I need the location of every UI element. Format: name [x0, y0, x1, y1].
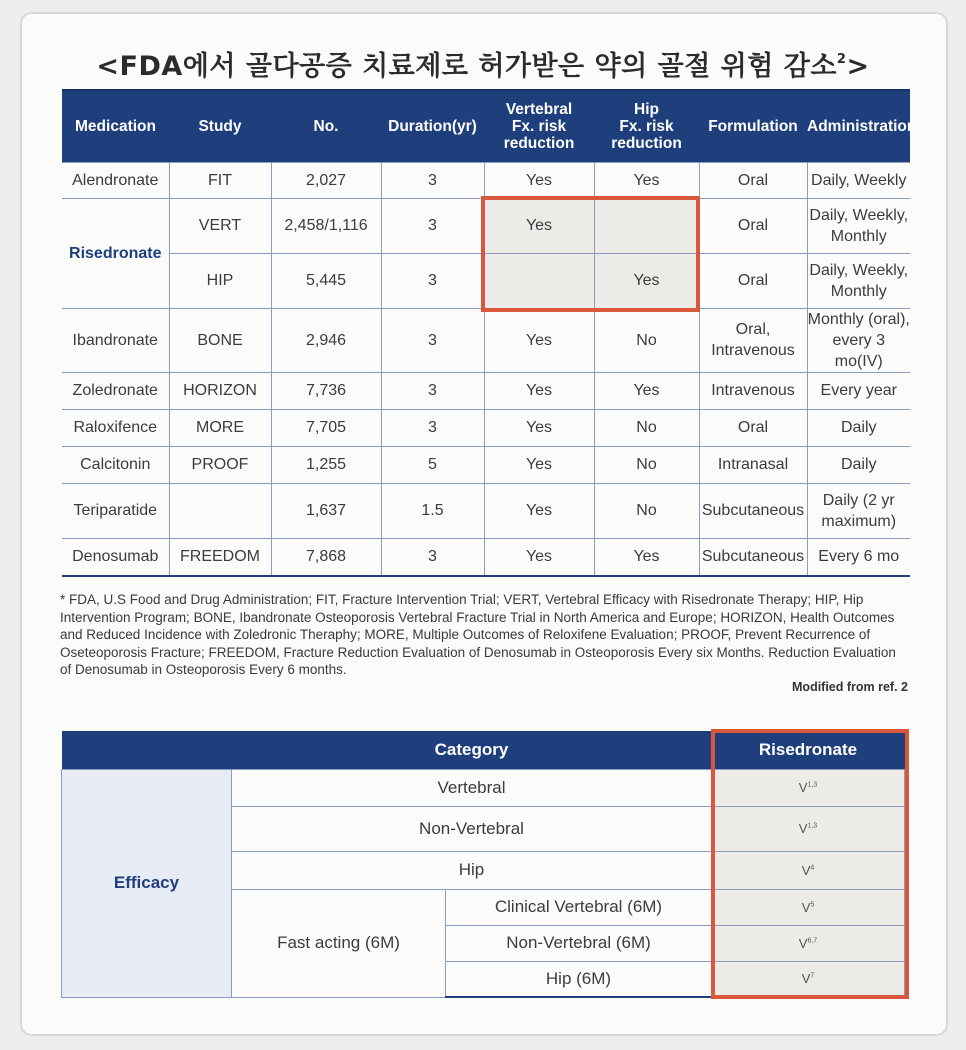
table-row: [62, 308, 910, 372]
check-cell: $V^7$: [712, 961, 905, 997]
cell-administration: Daily (2 yr maximum): [807, 483, 910, 538]
cell-duration: 3: [381, 409, 484, 446]
table-row: [62, 538, 910, 576]
cell-study: BONE: [169, 308, 271, 372]
category-label: Clinical Vertebral (6M): [446, 889, 712, 925]
cell-medication: Denosumab: [62, 538, 169, 576]
cell-vertebral: Yes: [484, 162, 594, 198]
cell-duration: 5: [381, 446, 484, 483]
cell-study: HORIZON: [169, 372, 271, 409]
cell-duration: 3: [381, 308, 484, 372]
col-formulation: Formulation: [699, 90, 807, 162]
cell-medication: Alendronate: [62, 162, 169, 198]
cell-formulation: Oral: [699, 253, 807, 308]
cell-duration: 1.5: [381, 483, 484, 538]
cell-duration: 3: [381, 538, 484, 576]
col-vertebral: Vertebral Fx. risk reduction: [484, 90, 594, 162]
cell-medication: Zoledronate: [62, 372, 169, 409]
page-title: <FDA에서 골다공증 치료제로 허가받은 약의 골절 위험 감소$^2$>: [96, 51, 870, 82]
cell-formulation: Subcutaneous: [699, 483, 807, 538]
cell-study: FREEDOM: [169, 538, 271, 576]
cell-medication-risedronate: Risedronate: [62, 198, 169, 308]
cell-formulation: Intravenous: [699, 372, 807, 409]
risedronate-highlight-box: [481, 196, 700, 312]
cell-hip: No: [594, 308, 699, 372]
fracture-risk-table: [62, 89, 917, 577]
cell-hip: Yes: [594, 253, 699, 308]
cell-vertebral: Yes: [484, 308, 594, 372]
cell-no: 1,255: [271, 446, 381, 483]
cell-hip: No: [594, 483, 699, 538]
table-row: [62, 409, 910, 446]
category-label: Non-Vertebral (6M): [446, 925, 712, 961]
cell-formulation: Oral: [699, 198, 807, 253]
cell-hip: No: [594, 446, 699, 483]
cell-duration: 3: [381, 162, 484, 198]
cell-medication: Raloxifence: [62, 409, 169, 446]
category-label: Hip: [232, 851, 712, 889]
col-study: Study: [169, 90, 271, 162]
cell-study: [169, 483, 271, 538]
cell-no: 5,445: [271, 253, 381, 308]
col-medication: Medication: [62, 90, 169, 162]
check-cell: V$^{1,3}$: [712, 769, 905, 806]
source-note: Modified from ref. 2: [792, 680, 908, 694]
cell-vertebral: Yes: [484, 409, 594, 446]
cell-no: 2,027: [271, 162, 381, 198]
cell-no: 7,705: [271, 409, 381, 446]
category-label: Hip (6M): [446, 961, 712, 997]
table-row: [62, 372, 910, 409]
cell-medication: Teriparatide: [62, 483, 169, 538]
cell-vertebral: Yes: [484, 198, 594, 253]
table-header-row: [62, 90, 910, 162]
check-cell: V$^{1,3}$: [712, 806, 905, 851]
col-hip: Hip Fx. risk reduction: [594, 90, 699, 162]
cell-administration: Daily: [807, 446, 910, 483]
cell-no: 7,736: [271, 372, 381, 409]
cell-no: 7,868: [271, 538, 381, 576]
cell-hip: Yes: [594, 162, 699, 198]
cell-study: PROOF: [169, 446, 271, 483]
cell-vertebral: Yes: [484, 446, 594, 483]
check-cell: $V^5$: [712, 889, 905, 925]
cell-administration: Daily, Weekly: [807, 162, 910, 198]
cell-administration: Daily, Weekly, Monthly: [807, 253, 910, 308]
cell-no: 1,637: [271, 483, 381, 538]
cell-no: 2,458/1,116: [271, 198, 381, 253]
cell-study: HIP: [169, 253, 271, 308]
cell-formulation: Oral: [699, 162, 807, 198]
table-row: [62, 446, 910, 483]
col-duration: Duration(yr): [381, 90, 484, 162]
risedronate-column-highlight: [711, 729, 909, 999]
check-cell: $V^4$: [712, 851, 905, 889]
table-row: [62, 483, 910, 538]
footnote: * FDA, U.S Food and Drug Administration; FIT, Fracture Intervention Trial; VERT, Vertebral Efficacy with Risedronate Therapy; HIP, Hip Intervention Program; BONE, Ibandronate Osteoporosis Vertebral Fracture Trial in North America and Europe; HORIZON, Health Outcomes and Reduced Incidence with Zoledronic Theraphy; MORE, Multiple Outcomes of Reloxifene Evaluation; PROOF, Prevent Recurrence of Oseteoporosis Fracture; FREEDOM, Fracture Reduction Evaluation of Denosumab in Osteoporosis Every six Months. Reduction Evaluation of Denosumab in Osteoporosis Every 6 months.: [60, 592, 896, 677]
cell-duration: 3: [381, 372, 484, 409]
cell-vertebral: Yes: [484, 538, 594, 576]
col-risedronate: Risedronate: [712, 731, 905, 769]
cell-hip: Yes: [594, 372, 699, 409]
cell-study: VERT: [169, 198, 271, 253]
check-cell: V$^{6,7}$: [712, 925, 905, 961]
cell-formulation: Subcutaneous: [699, 538, 807, 576]
cell-administration: Every year: [807, 372, 910, 409]
cell-administration: Daily, Weekly, Monthly: [807, 198, 910, 253]
table-row: [62, 162, 910, 198]
fast-acting-label: Fast acting (6M): [232, 889, 446, 997]
col-administration: Administration: [807, 90, 910, 162]
col-no: No.: [271, 90, 381, 162]
cell-formulation: Intranasal: [699, 446, 807, 483]
cell-no: 2,946: [271, 308, 381, 372]
cell-study: MORE: [169, 409, 271, 446]
col-category: Category: [232, 731, 712, 769]
cell-medication: Calcitonin: [62, 446, 169, 483]
cell-hip: No: [594, 409, 699, 446]
cell-vertebral: Yes: [484, 483, 594, 538]
cell-formulation: Oral, Intravenous: [699, 308, 807, 372]
cell-vertebral: Yes: [484, 372, 594, 409]
category-label: Non-Vertebral: [232, 806, 712, 851]
cell-duration: 3: [381, 253, 484, 308]
efficacy-label: Efficacy: [62, 769, 232, 997]
header-blank: [62, 731, 232, 769]
category-label: Vertebral: [232, 769, 712, 806]
cell-hip: Yes: [594, 538, 699, 576]
cell-administration: Monthly (oral), every 3 mo(IV): [807, 308, 910, 372]
cell-study: FIT: [169, 162, 271, 198]
cell-administration: Daily: [807, 409, 910, 446]
cell-medication: Ibandronate: [62, 308, 169, 372]
cell-duration: 3: [381, 198, 484, 253]
cell-administration: Every 6 mo: [807, 538, 910, 576]
cell-formulation: Oral: [699, 409, 807, 446]
